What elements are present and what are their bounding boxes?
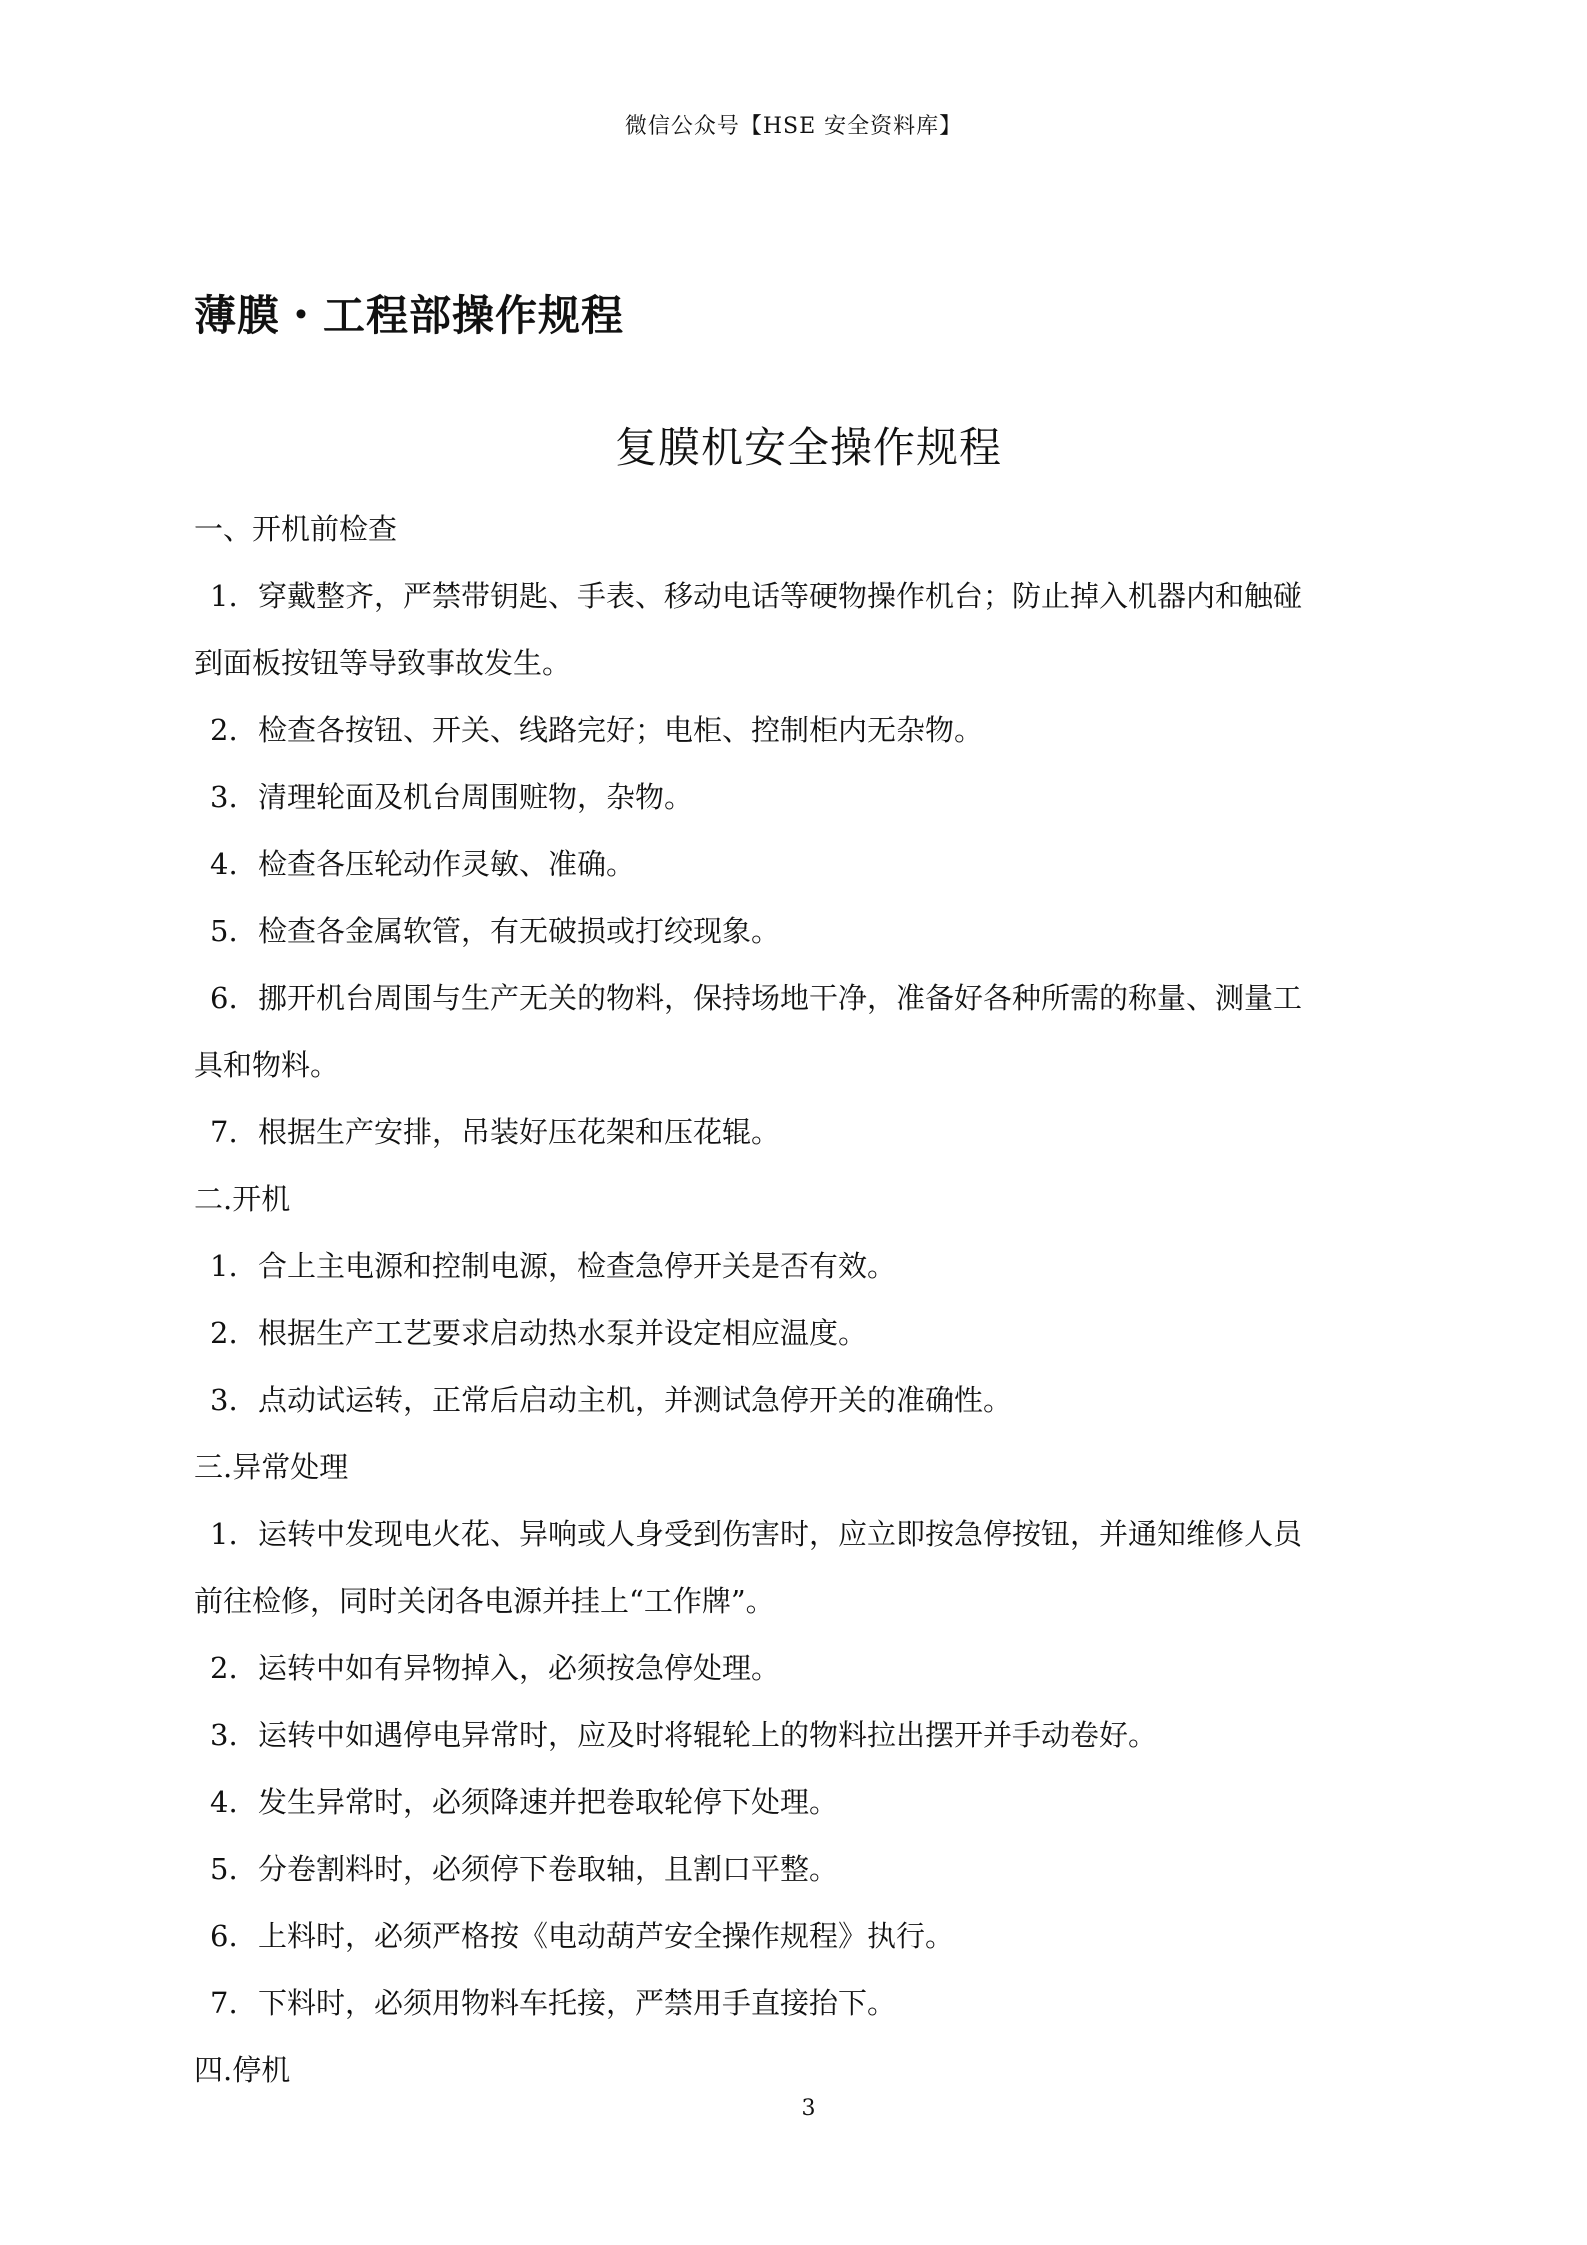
list-item — [194, 1635, 1424, 1702]
list-item-text: 检查各压轮动作灵敏、准确。 — [258, 847, 636, 881]
document-body — [194, 496, 1424, 2104]
list-item-number: 4. — [210, 1785, 238, 1819]
department-title: 薄膜・工程部操作规程 — [194, 291, 625, 340]
list-item — [194, 1233, 1424, 1300]
list-item-number: 7. — [210, 1986, 238, 2020]
list-item-continuation: 到面板按钮等导致事故发生。 — [194, 646, 572, 680]
list-item — [194, 764, 1424, 831]
list-item-text: 下料时，必须用物料车托接，严禁用手直接抬下。 — [258, 1986, 897, 2020]
list-item-number: 3. — [210, 1383, 238, 1417]
list-item-text: 运转中如遇停电异常时，应及时将辊轮上的物料拉出摆开并手动卷好。 — [258, 1718, 1158, 1752]
list-item-text: 点动试运转，正常后启动主机，并测试急停开关的准确性。 — [258, 1383, 1013, 1417]
list-item-text: 运转中发现电火花、异响或人身受到伤害时，应立即按急停按钮，并通知维修人员 — [258, 1517, 1303, 1551]
list-item — [194, 1099, 1424, 1166]
list-item-number: 5. — [210, 914, 238, 948]
list-item-text: 发生异常时，必须降速并把卷取轮停下处理。 — [258, 1785, 839, 1819]
list-item — [194, 1501, 1424, 1568]
list-item-number: 6. — [210, 981, 238, 1015]
list-item — [194, 1970, 1424, 2037]
list-item — [194, 965, 1424, 1032]
list-item-number: 4. — [210, 847, 238, 881]
list-item-continuation: 前往检修，同时关闭各电源并挂上“工作牌”。 — [194, 1584, 775, 1618]
list-item — [194, 1702, 1424, 1769]
section-heading: 一、开机前检查 — [194, 512, 398, 546]
list-item — [194, 563, 1424, 630]
section-heading: 二.开机 — [194, 1182, 291, 1216]
list-item-text: 清理轮面及机台周围赃物，杂物。 — [258, 780, 694, 814]
section-heading: 四.停机 — [194, 2053, 291, 2087]
list-item-text: 运转中如有异物掉入，必须按急停处理。 — [258, 1651, 781, 1685]
list-item — [194, 1769, 1424, 1836]
list-item-text: 检查各按钮、开关、线路完好；电柜、控制柜内无杂物。 — [258, 713, 984, 747]
document-title: 复膜机安全操作规程 — [614, 423, 1002, 472]
list-item — [194, 1300, 1424, 1367]
list-item-text: 挪开机台周围与生产无关的物料，保持场地干净，准备好各种所需的称量、测量工 — [258, 981, 1303, 1015]
list-item-number: 1. — [210, 579, 238, 613]
list-item-text: 根据生产工艺要求启动热水泵并设定相应温度。 — [258, 1316, 868, 1350]
page-number: 3 — [801, 2096, 816, 2121]
list-item-text: 分卷割料时，必须停下卷取轴，且割口平整。 — [258, 1852, 839, 1886]
list-item-number: 5. — [210, 1852, 238, 1886]
list-item-text: 上料时，必须严格按《电动葫芦安全操作规程》执行。 — [258, 1919, 955, 1953]
list-item — [194, 697, 1424, 764]
list-item — [194, 1367, 1424, 1434]
running-header: 微信公众号【HSE 安全资料库】 — [624, 114, 963, 139]
list-item-number: 1. — [210, 1249, 238, 1283]
list-item — [194, 1836, 1424, 1903]
list-item-number: 2. — [210, 1316, 238, 1350]
list-item-number: 7. — [210, 1115, 238, 1149]
list-item-text: 穿戴整齐，严禁带钥匙、手表、移动电话等硬物操作机台；防止掉入机器内和触碰 — [258, 579, 1303, 613]
list-item-text: 根据生产安排，吊装好压花架和压花辊。 — [258, 1115, 781, 1149]
list-item — [194, 1903, 1424, 1970]
list-item-number: 6. — [210, 1919, 238, 1953]
list-item-number: 1. — [210, 1517, 238, 1551]
list-item-number: 3. — [210, 780, 238, 814]
list-item-number: 2. — [210, 1651, 238, 1685]
list-item-number: 3. — [210, 1718, 238, 1752]
list-item-text: 合上主电源和控制电源，检查急停开关是否有效。 — [258, 1249, 897, 1283]
list-item — [194, 898, 1424, 965]
list-item — [194, 831, 1424, 898]
list-item-number: 2. — [210, 713, 238, 747]
section-heading: 三.异常处理 — [194, 1450, 349, 1484]
list-item-text: 检查各金属软管，有无破损或打绞现象。 — [258, 914, 781, 948]
list-item-continuation: 具和物料。 — [194, 1048, 340, 1082]
